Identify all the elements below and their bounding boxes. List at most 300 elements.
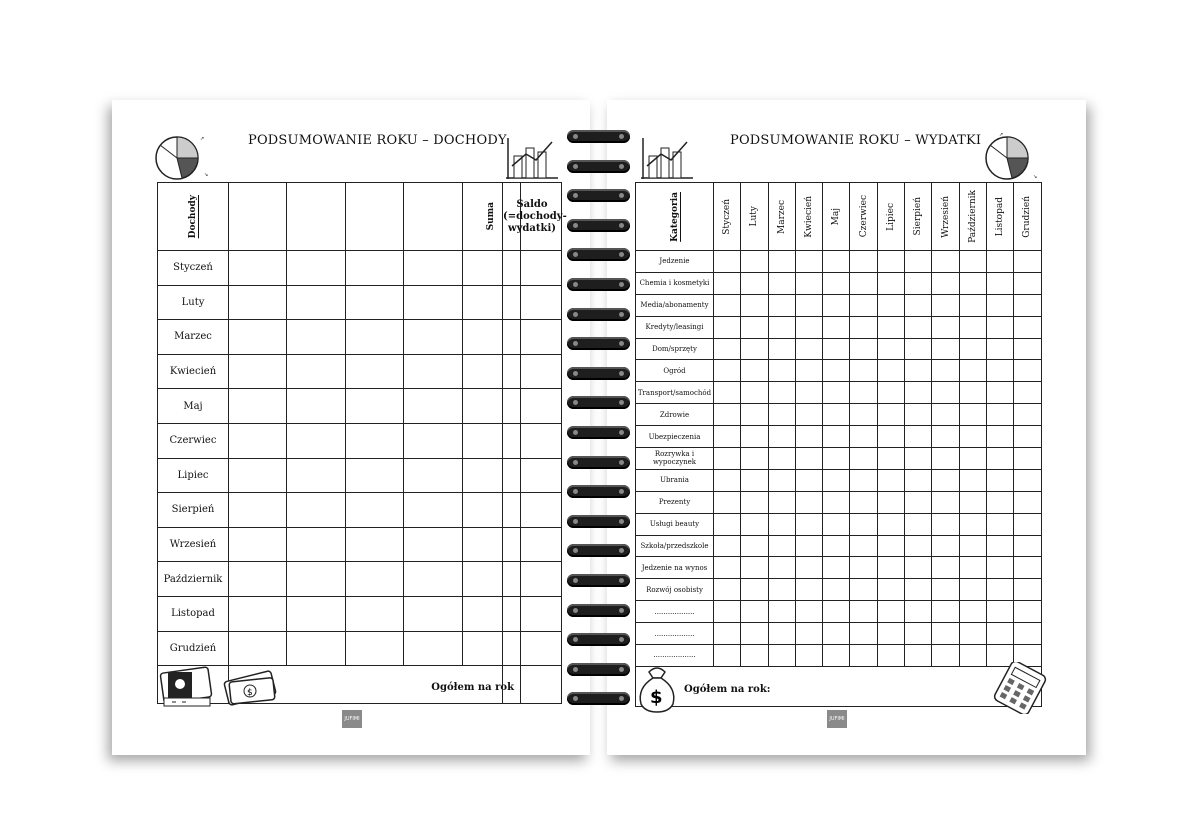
expense-cell[interactable]	[959, 469, 986, 491]
category-label: Ogród	[636, 360, 714, 382]
expense-cell[interactable]	[795, 251, 822, 273]
income-header-cell[interactable]	[404, 183, 462, 251]
income-cell[interactable]	[287, 562, 345, 597]
expense-cell[interactable]	[795, 535, 822, 557]
expense-cell[interactable]	[714, 426, 741, 448]
expense-cell[interactable]	[905, 294, 932, 316]
expense-cell[interactable]	[877, 645, 904, 667]
expense-cell[interactable]	[850, 338, 877, 360]
income-cell[interactable]	[345, 596, 403, 631]
saldo-cell[interactable]	[503, 458, 562, 493]
expense-cell[interactable]	[1014, 513, 1041, 535]
expense-cell[interactable]	[1014, 294, 1041, 316]
expense-cell[interactable]	[850, 448, 877, 470]
saldo-cell[interactable]	[503, 596, 562, 631]
expense-cell[interactable]	[850, 491, 877, 513]
expense-cell[interactable]	[714, 382, 741, 404]
expense-cell[interactable]	[741, 272, 768, 294]
expense-cell[interactable]	[932, 294, 959, 316]
expense-cell[interactable]	[768, 645, 795, 667]
expense-cell[interactable]	[905, 623, 932, 645]
expense-cell[interactable]	[823, 426, 850, 448]
expense-cell[interactable]	[877, 623, 904, 645]
income-cell[interactable]	[345, 320, 403, 355]
income-cell[interactable]	[404, 389, 462, 424]
expense-cell[interactable]	[877, 557, 904, 579]
expense-cell[interactable]	[959, 623, 986, 645]
expense-cell[interactable]	[877, 338, 904, 360]
expense-cell[interactable]	[986, 513, 1013, 535]
expense-cell[interactable]	[850, 426, 877, 448]
expense-cell[interactable]	[795, 382, 822, 404]
expense-cell[interactable]	[768, 382, 795, 404]
expense-cell[interactable]	[877, 316, 904, 338]
income-cell[interactable]	[287, 423, 345, 458]
income-header-cell[interactable]	[287, 183, 345, 251]
expense-cell[interactable]	[768, 491, 795, 513]
income-cell[interactable]	[404, 251, 462, 286]
expense-cell[interactable]	[795, 469, 822, 491]
expense-cell[interactable]	[795, 272, 822, 294]
expense-cell[interactable]	[795, 294, 822, 316]
expense-cell[interactable]	[1014, 535, 1041, 557]
expense-cell[interactable]	[905, 426, 932, 448]
expense-cell[interactable]	[768, 338, 795, 360]
expense-cell[interactable]	[959, 448, 986, 470]
expense-cell[interactable]	[850, 316, 877, 338]
expense-cell[interactable]	[932, 557, 959, 579]
expense-cell[interactable]	[795, 404, 822, 426]
income-cell[interactable]	[228, 458, 286, 493]
expense-cell[interactable]	[714, 557, 741, 579]
expense-cell[interactable]	[823, 513, 850, 535]
expense-cell[interactable]	[741, 316, 768, 338]
expense-cell[interactable]	[986, 404, 1013, 426]
expense-cell[interactable]	[986, 382, 1013, 404]
income-cell[interactable]	[345, 285, 403, 320]
income-cell[interactable]	[228, 354, 286, 389]
income-cell[interactable]	[287, 251, 345, 286]
expense-cell[interactable]	[850, 360, 877, 382]
expense-cell[interactable]	[1014, 272, 1041, 294]
expense-cell[interactable]	[1014, 469, 1041, 491]
expense-cell[interactable]	[932, 404, 959, 426]
expense-cell[interactable]	[905, 579, 932, 601]
expense-cell[interactable]	[850, 272, 877, 294]
income-cell[interactable]	[404, 527, 462, 562]
expense-cell[interactable]	[823, 272, 850, 294]
income-cell[interactable]	[287, 285, 345, 320]
expense-cell[interactable]	[795, 579, 822, 601]
expense-cell[interactable]	[1014, 601, 1041, 623]
expense-cell[interactable]	[823, 251, 850, 273]
expense-cell[interactable]	[823, 469, 850, 491]
expense-cell[interactable]	[768, 294, 795, 316]
income-cell[interactable]	[287, 631, 345, 666]
table-row	[158, 285, 521, 320]
expense-cell[interactable]	[932, 360, 959, 382]
expense-cell[interactable]	[768, 623, 795, 645]
expense-cell[interactable]	[850, 645, 877, 667]
expense-cell[interactable]	[1014, 557, 1041, 579]
expense-cell[interactable]	[795, 557, 822, 579]
expense-cell[interactable]	[795, 316, 822, 338]
expense-cell[interactable]	[1014, 426, 1041, 448]
expense-cell[interactable]	[714, 579, 741, 601]
expense-cell[interactable]	[795, 426, 822, 448]
income-header-cell[interactable]	[345, 183, 403, 251]
saldo-cell[interactable]	[503, 285, 562, 320]
expense-cell[interactable]	[741, 382, 768, 404]
expense-cell[interactable]	[714, 623, 741, 645]
expense-cell[interactable]	[986, 426, 1013, 448]
saldo-cell[interactable]	[503, 389, 562, 424]
expense-cell[interactable]	[905, 360, 932, 382]
expense-cell[interactable]	[714, 338, 741, 360]
income-cell[interactable]	[345, 354, 403, 389]
expense-cell[interactable]	[850, 294, 877, 316]
expense-cell[interactable]	[986, 360, 1013, 382]
saldo-cell[interactable]	[503, 320, 562, 355]
expense-cell[interactable]	[741, 645, 768, 667]
expense-cell[interactable]	[850, 579, 877, 601]
income-cell[interactable]	[228, 320, 286, 355]
expense-cell[interactable]	[823, 535, 850, 557]
expense-cell[interactable]	[905, 601, 932, 623]
expense-cell[interactable]	[741, 251, 768, 273]
expense-cell[interactable]	[877, 382, 904, 404]
expense-cell[interactable]	[986, 448, 1013, 470]
expense-cell[interactable]	[959, 513, 986, 535]
expense-cell[interactable]	[905, 404, 932, 426]
expense-cell[interactable]	[932, 272, 959, 294]
income-cell[interactable]	[345, 527, 403, 562]
expense-cell[interactable]	[714, 251, 741, 273]
saldo-cell[interactable]	[503, 527, 562, 562]
expense-cell[interactable]	[768, 535, 795, 557]
expense-cell[interactable]	[959, 404, 986, 426]
month-label: Lipiec	[158, 458, 229, 493]
expense-cell[interactable]	[714, 645, 741, 667]
expense-cell[interactable]	[823, 338, 850, 360]
expense-cell[interactable]	[932, 535, 959, 557]
expense-cell[interactable]	[714, 513, 741, 535]
expense-cell[interactable]	[768, 360, 795, 382]
income-cell[interactable]	[404, 320, 462, 355]
expense-cell[interactable]	[795, 491, 822, 513]
expense-cell[interactable]	[850, 382, 877, 404]
expense-cell[interactable]	[741, 448, 768, 470]
expense-cell[interactable]	[877, 579, 904, 601]
expense-cell[interactable]	[714, 491, 741, 513]
expense-cell[interactable]	[768, 469, 795, 491]
expense-cell[interactable]	[877, 469, 904, 491]
expense-cell[interactable]	[959, 360, 986, 382]
income-cell[interactable]	[287, 354, 345, 389]
table-row	[158, 631, 521, 666]
expense-cell[interactable]	[795, 338, 822, 360]
expense-cell[interactable]	[741, 513, 768, 535]
expense-cell[interactable]	[959, 338, 986, 360]
expense-cell[interactable]	[986, 579, 1013, 601]
expense-cell[interactable]	[741, 579, 768, 601]
expense-cell[interactable]	[877, 272, 904, 294]
expense-cell[interactable]	[768, 601, 795, 623]
expense-cell[interactable]	[823, 557, 850, 579]
yearly-total-label: Ogółem na rok	[431, 682, 514, 694]
expense-cell[interactable]	[986, 251, 1013, 273]
expense-cell[interactable]	[932, 623, 959, 645]
expense-cell[interactable]	[823, 316, 850, 338]
expense-cell[interactable]	[877, 294, 904, 316]
expense-cell[interactable]	[986, 294, 1013, 316]
expense-cell[interactable]	[850, 623, 877, 645]
expense-cell[interactable]	[905, 448, 932, 470]
saldo-cell[interactable]	[503, 562, 562, 597]
income-cell[interactable]	[345, 458, 403, 493]
expense-cell[interactable]	[823, 448, 850, 470]
income-cell[interactable]	[404, 493, 462, 528]
expense-cell[interactable]	[741, 623, 768, 645]
saldo-cell[interactable]	[503, 251, 562, 286]
income-cell[interactable]	[287, 458, 345, 493]
expense-cell[interactable]	[768, 579, 795, 601]
income-cell[interactable]	[404, 458, 462, 493]
income-cell[interactable]	[345, 631, 403, 666]
income-cell[interactable]	[228, 562, 286, 597]
expense-cell[interactable]	[795, 601, 822, 623]
expense-cell[interactable]	[714, 535, 741, 557]
expense-cell[interactable]	[959, 601, 986, 623]
expense-cell[interactable]	[795, 623, 822, 645]
expense-cell[interactable]	[741, 294, 768, 316]
expense-cell[interactable]	[714, 316, 741, 338]
expense-cell[interactable]	[850, 535, 877, 557]
income-cell[interactable]	[228, 423, 286, 458]
income-cell[interactable]	[228, 389, 286, 424]
income-cell[interactable]	[345, 423, 403, 458]
expense-cell[interactable]	[905, 513, 932, 535]
saldo-cell[interactable]	[503, 631, 562, 666]
expense-cell[interactable]	[986, 601, 1013, 623]
expense-cell[interactable]	[905, 382, 932, 404]
expense-cell[interactable]	[877, 251, 904, 273]
binding-ring	[567, 219, 630, 233]
expense-cell[interactable]	[959, 251, 986, 273]
expense-cell[interactable]	[905, 338, 932, 360]
income-cell[interactable]	[287, 493, 345, 528]
expense-cell[interactable]	[741, 491, 768, 513]
expense-cell[interactable]	[714, 469, 741, 491]
income-cell[interactable]	[345, 251, 403, 286]
expense-cell[interactable]	[714, 272, 741, 294]
income-cell[interactable]	[404, 285, 462, 320]
expense-cell[interactable]	[932, 448, 959, 470]
income-cell[interactable]	[345, 389, 403, 424]
expense-cell[interactable]	[877, 448, 904, 470]
expense-cell[interactable]	[986, 338, 1013, 360]
expense-cell[interactable]	[714, 448, 741, 470]
expense-cell[interactable]	[905, 557, 932, 579]
expense-cell[interactable]	[877, 513, 904, 535]
income-cell[interactable]	[404, 423, 462, 458]
expense-cell[interactable]	[850, 251, 877, 273]
expense-cell[interactable]	[905, 535, 932, 557]
expense-cell[interactable]	[1014, 360, 1041, 382]
expense-cell[interactable]	[1014, 623, 1041, 645]
expense-cell[interactable]	[932, 645, 959, 667]
expense-cell[interactable]	[768, 404, 795, 426]
expense-cell[interactable]	[905, 645, 932, 667]
expense-cell[interactable]	[1014, 316, 1041, 338]
expense-cell[interactable]	[986, 491, 1013, 513]
expense-cell[interactable]	[741, 535, 768, 557]
expense-cell[interactable]	[959, 645, 986, 667]
expense-cell[interactable]	[986, 557, 1013, 579]
expense-cell[interactable]	[823, 579, 850, 601]
expense-cell[interactable]	[795, 645, 822, 667]
income-cell[interactable]	[404, 596, 462, 631]
expense-cell[interactable]	[959, 426, 986, 448]
expense-cell[interactable]	[823, 623, 850, 645]
expense-cell[interactable]	[932, 382, 959, 404]
expense-cell[interactable]	[741, 469, 768, 491]
expense-cell[interactable]	[905, 491, 932, 513]
expense-cell[interactable]	[741, 601, 768, 623]
saldo-table	[502, 182, 567, 704]
expense-cell[interactable]	[959, 535, 986, 557]
expense-cell[interactable]	[959, 491, 986, 513]
expense-cell[interactable]	[768, 426, 795, 448]
expense-cell[interactable]	[905, 316, 932, 338]
expense-cell[interactable]	[1014, 251, 1041, 273]
expense-cell[interactable]	[932, 469, 959, 491]
expense-cell[interactable]	[714, 360, 741, 382]
expense-cell[interactable]	[905, 469, 932, 491]
expense-cell[interactable]	[932, 426, 959, 448]
expense-cell[interactable]	[932, 251, 959, 273]
expense-cell[interactable]	[932, 513, 959, 535]
expense-cell[interactable]	[768, 316, 795, 338]
expense-cell[interactable]	[850, 469, 877, 491]
expense-cell[interactable]	[932, 491, 959, 513]
expense-cell[interactable]	[877, 360, 904, 382]
expense-cell[interactable]	[741, 426, 768, 448]
expense-cell[interactable]	[850, 513, 877, 535]
income-cell[interactable]	[228, 285, 286, 320]
month-header-label: Lipiec	[885, 202, 896, 231]
month-label: Marzec	[158, 320, 229, 355]
expense-cell[interactable]	[932, 579, 959, 601]
expense-cell[interactable]	[959, 294, 986, 316]
expense-cell[interactable]	[823, 294, 850, 316]
expense-cell[interactable]	[714, 601, 741, 623]
expense-cell[interactable]	[741, 360, 768, 382]
saldo-cell[interactable]	[503, 666, 562, 704]
expense-cell[interactable]	[986, 316, 1013, 338]
expense-cell[interactable]	[823, 491, 850, 513]
expense-cell[interactable]	[986, 272, 1013, 294]
expense-cell[interactable]	[741, 338, 768, 360]
expense-cell[interactable]	[986, 535, 1013, 557]
expense-cell[interactable]	[795, 513, 822, 535]
expense-cell[interactable]	[714, 404, 741, 426]
expense-cell[interactable]	[1014, 338, 1041, 360]
saldo-cell[interactable]	[503, 423, 562, 458]
income-cell[interactable]	[287, 596, 345, 631]
expense-cell[interactable]	[877, 404, 904, 426]
income-cell[interactable]	[404, 631, 462, 666]
expense-cell[interactable]	[986, 623, 1013, 645]
expense-cell[interactable]	[768, 557, 795, 579]
expense-cell[interactable]	[877, 491, 904, 513]
expense-cell[interactable]	[741, 557, 768, 579]
expense-cell[interactable]	[1014, 579, 1041, 601]
expense-cell[interactable]	[932, 601, 959, 623]
income-cell[interactable]	[228, 527, 286, 562]
expense-cell[interactable]	[959, 557, 986, 579]
expense-cell[interactable]	[850, 404, 877, 426]
income-cell[interactable]	[287, 320, 345, 355]
saldo-cell[interactable]	[503, 354, 562, 389]
expense-cell[interactable]	[795, 360, 822, 382]
expense-cell[interactable]	[905, 272, 932, 294]
expense-cell[interactable]	[1014, 448, 1041, 470]
expense-cell[interactable]	[768, 272, 795, 294]
expense-cell[interactable]	[1014, 382, 1041, 404]
expense-cell[interactable]	[823, 404, 850, 426]
income-cell[interactable]	[228, 596, 286, 631]
income-header-cell[interactable]	[228, 183, 286, 251]
expense-cell[interactable]	[850, 601, 877, 623]
expense-cell[interactable]	[1014, 404, 1041, 426]
income-cell[interactable]	[345, 562, 403, 597]
expense-cell[interactable]	[877, 426, 904, 448]
expense-cell[interactable]	[850, 557, 877, 579]
expense-cell[interactable]	[823, 601, 850, 623]
expense-cell[interactable]	[823, 360, 850, 382]
expense-cell[interactable]	[959, 272, 986, 294]
expense-cell[interactable]	[823, 382, 850, 404]
expense-cell[interactable]	[877, 601, 904, 623]
expense-cell[interactable]	[932, 316, 959, 338]
expense-cell[interactable]	[932, 338, 959, 360]
expense-cell[interactable]	[959, 382, 986, 404]
income-cell[interactable]	[345, 493, 403, 528]
income-cell[interactable]	[228, 631, 286, 666]
expense-cell[interactable]	[741, 404, 768, 426]
income-cell[interactable]	[404, 354, 462, 389]
expense-cell[interactable]	[1014, 491, 1041, 513]
income-cell[interactable]	[228, 251, 286, 286]
income-cell[interactable]	[287, 389, 345, 424]
expense-cell[interactable]	[959, 316, 986, 338]
saldo-cell[interactable]	[503, 493, 562, 528]
expense-cell[interactable]	[795, 448, 822, 470]
expense-cell[interactable]	[768, 448, 795, 470]
expense-cell[interactable]	[714, 294, 741, 316]
expense-cell[interactable]	[768, 251, 795, 273]
income-cell[interactable]	[287, 527, 345, 562]
expense-cell[interactable]	[877, 535, 904, 557]
expense-cell[interactable]	[823, 645, 850, 667]
expense-cell[interactable]	[959, 579, 986, 601]
income-cell[interactable]	[228, 493, 286, 528]
expense-cell[interactable]	[986, 469, 1013, 491]
expense-cell[interactable]	[905, 251, 932, 273]
expense-cell[interactable]	[768, 513, 795, 535]
income-cell[interactable]	[404, 562, 462, 597]
